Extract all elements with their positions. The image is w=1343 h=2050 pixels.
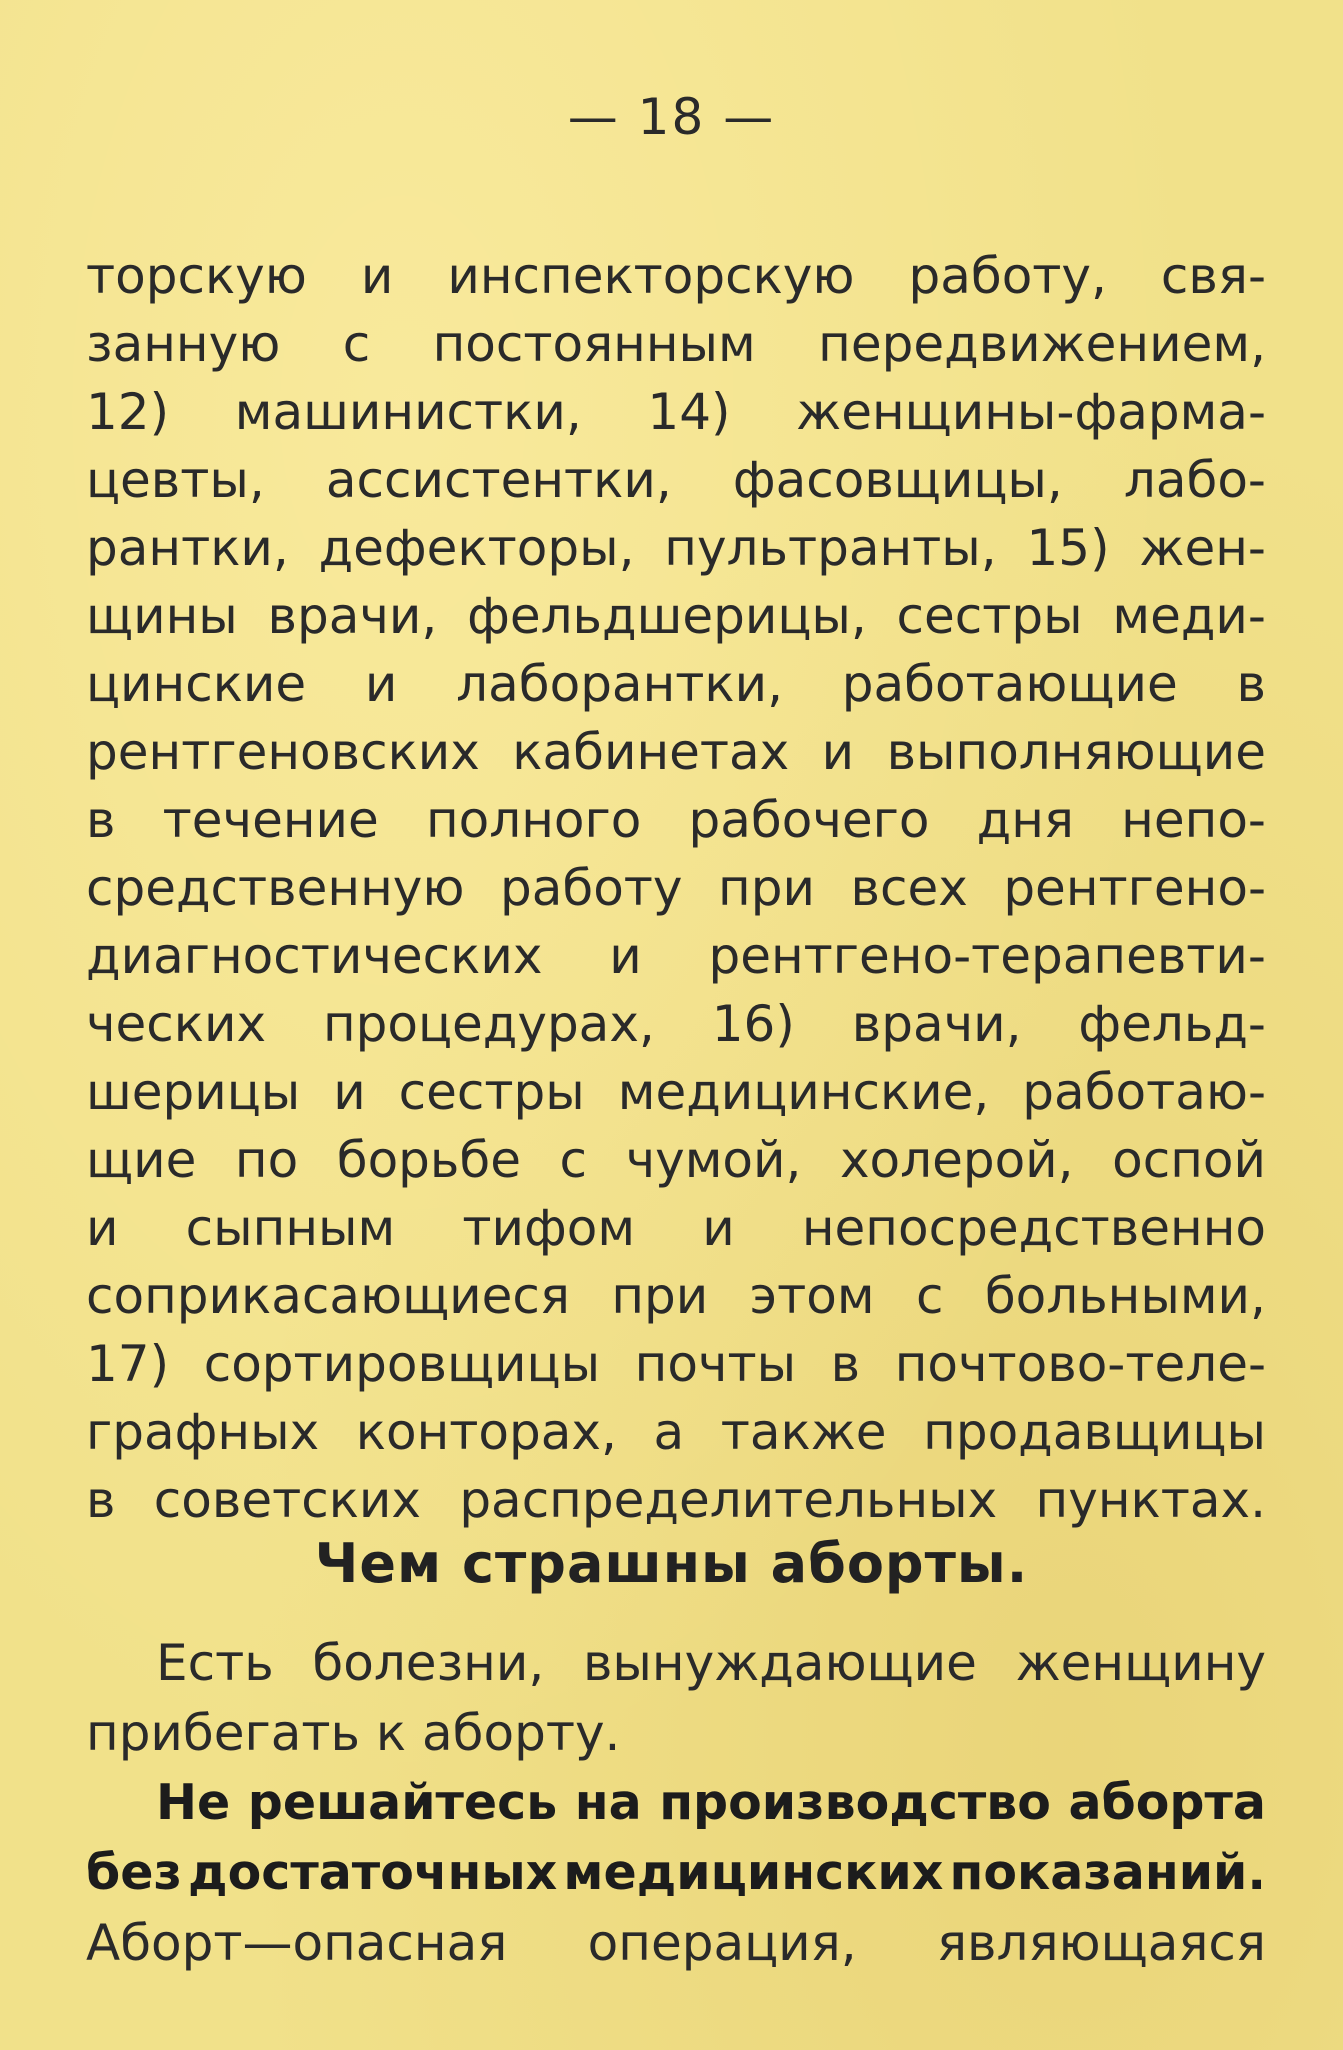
- word: рабочего: [688, 791, 930, 849]
- word: дня: [976, 791, 1074, 849]
- word: жен-: [1139, 519, 1266, 577]
- word: а: [653, 1403, 685, 1461]
- word: процедурах,: [322, 995, 655, 1053]
- word: показаний.: [949, 1844, 1266, 1901]
- word: рантки,: [86, 519, 289, 577]
- word: достаточных: [188, 1844, 558, 1901]
- bold-warning-line: [86, 1768, 1266, 1838]
- word: цинские: [86, 655, 307, 713]
- word: машинистки,: [234, 383, 582, 441]
- word: женщину: [1015, 1634, 1266, 1692]
- word: оспой: [1112, 1131, 1266, 1189]
- word: тифом: [462, 1199, 636, 1257]
- word: работу: [499, 859, 683, 917]
- word: рентгено-терапевти-: [708, 927, 1266, 985]
- text-line: [86, 242, 1266, 310]
- word: лаборантки,: [456, 655, 783, 713]
- text-line: [86, 1262, 1266, 1330]
- text-line: [86, 1194, 1266, 1262]
- text-line: [86, 1058, 1266, 1126]
- word: этом: [749, 1267, 875, 1325]
- word: торскую: [86, 247, 307, 305]
- text-line: [86, 1466, 1266, 1534]
- word: 15): [1026, 519, 1110, 577]
- text-line: [86, 1126, 1266, 1194]
- section-heading: Чем страшны аборты.: [314, 1532, 1029, 1595]
- text-line: [86, 310, 1266, 378]
- word: фельдшерицы,: [467, 587, 867, 645]
- word: решайтесь: [247, 1774, 558, 1831]
- word: сортировщицы: [203, 1335, 601, 1393]
- text-line: [86, 446, 1266, 514]
- word: без: [86, 1844, 182, 1901]
- word: сыпным: [185, 1199, 396, 1257]
- page-number: — 18 —: [567, 88, 776, 146]
- word: распределительных: [459, 1471, 998, 1529]
- word: шерицы: [86, 1063, 301, 1121]
- text-line: [86, 1908, 1266, 1978]
- word: в: [86, 1471, 116, 1529]
- word: чумой,: [625, 1131, 802, 1189]
- word: инспекторскую: [447, 247, 855, 305]
- word: работающие: [841, 655, 1178, 713]
- word: продавщицы: [923, 1403, 1266, 1461]
- word: 12): [86, 383, 170, 441]
- word: фасовщицы,: [732, 451, 1063, 509]
- word: являющаяся: [936, 1914, 1266, 1972]
- text-line: [86, 514, 1266, 582]
- word: конторах,: [355, 1403, 617, 1461]
- word: по: [234, 1131, 299, 1189]
- text-line: [86, 786, 1266, 854]
- word: больными,: [984, 1267, 1266, 1325]
- word: и: [821, 723, 855, 781]
- word: 17): [86, 1335, 170, 1393]
- word: и: [86, 1199, 119, 1257]
- text-line: [86, 1628, 1266, 1698]
- word: диагностических: [86, 927, 543, 985]
- word: графных: [86, 1403, 320, 1461]
- word: ческих: [86, 995, 267, 1053]
- word: медицинских: [563, 1844, 944, 1901]
- word: передвижением,: [818, 315, 1266, 373]
- text-line-content: прибегать к аборту.: [86, 1704, 621, 1762]
- word: и: [609, 927, 642, 985]
- text-line: [86, 582, 1266, 650]
- word: аборта: [1068, 1774, 1266, 1831]
- word: вынуждающие: [582, 1634, 977, 1692]
- word: холерой,: [839, 1131, 1074, 1189]
- text-line: [86, 378, 1266, 446]
- word: борьбе: [336, 1131, 521, 1189]
- word: дефекторы,: [318, 519, 635, 577]
- word: сестры: [896, 587, 1083, 645]
- text-line: [86, 1330, 1266, 1398]
- word: и: [702, 1199, 735, 1257]
- word: в: [1236, 655, 1266, 713]
- word: операция,: [587, 1914, 857, 1972]
- word: в: [830, 1335, 861, 1393]
- word: производство: [659, 1774, 1051, 1831]
- word: почтово-теле-: [894, 1335, 1266, 1393]
- word: фельд-: [1078, 995, 1266, 1053]
- word: течение: [162, 791, 379, 849]
- bold-warning-line: [86, 1838, 1266, 1908]
- word: Есть: [156, 1634, 274, 1692]
- word: с: [559, 1131, 588, 1189]
- word: женщины-фарма-: [796, 383, 1266, 441]
- word: работу,: [908, 247, 1107, 305]
- word: с: [342, 315, 371, 373]
- word: занную: [86, 315, 281, 373]
- word: постоянным: [432, 315, 756, 373]
- word: кабинетах: [512, 723, 790, 781]
- word: рентгено-: [1003, 859, 1266, 917]
- word: и: [360, 247, 394, 305]
- word: врачи,: [851, 995, 1022, 1053]
- word: свя-: [1160, 247, 1266, 305]
- text-line: [86, 922, 1266, 990]
- word: рентгеновских: [86, 723, 480, 781]
- word: также: [720, 1403, 887, 1461]
- word: Аборт—опасная: [86, 1914, 508, 1972]
- word: болезни,: [312, 1634, 545, 1692]
- word: щие: [86, 1131, 197, 1189]
- text-line: [86, 990, 1266, 1058]
- word: с: [915, 1267, 944, 1325]
- word: советских: [153, 1471, 421, 1529]
- word: средственную: [86, 859, 465, 917]
- word: медицинские,: [617, 1063, 990, 1121]
- word: непо-: [1121, 791, 1266, 849]
- word: ассистентки,: [325, 451, 672, 509]
- word: непосредственно: [801, 1199, 1266, 1257]
- text-line: [86, 854, 1266, 922]
- word: лабо-: [1123, 451, 1266, 509]
- word: цевты,: [86, 451, 265, 509]
- text-line: [86, 1698, 1266, 1768]
- word: 14): [647, 383, 731, 441]
- word: выполняющие: [886, 723, 1266, 781]
- text-line: [86, 650, 1266, 718]
- section-paragraph: [86, 1628, 1266, 1978]
- word: почты: [634, 1335, 797, 1393]
- word: щины: [86, 587, 238, 645]
- word: на: [574, 1774, 642, 1831]
- word: пунктах.: [1035, 1471, 1266, 1529]
- word: 16): [711, 995, 795, 1053]
- word: Не: [156, 1774, 231, 1831]
- word: пультранты,: [664, 519, 997, 577]
- word: при: [718, 859, 815, 917]
- word: работаю-: [1022, 1063, 1266, 1121]
- word: всех: [850, 859, 968, 917]
- word: и: [364, 655, 398, 713]
- text-line: [86, 1398, 1266, 1466]
- body-paragraph: [86, 242, 1266, 1534]
- text-line: [86, 718, 1266, 786]
- word: врачи,: [267, 587, 438, 645]
- word: соприкасающиеся: [86, 1267, 570, 1325]
- word: при: [611, 1267, 709, 1325]
- word: в: [86, 791, 116, 849]
- word: полного: [425, 791, 642, 849]
- word: сестры: [398, 1063, 585, 1121]
- word: и: [333, 1063, 366, 1121]
- word: меди-: [1112, 587, 1266, 645]
